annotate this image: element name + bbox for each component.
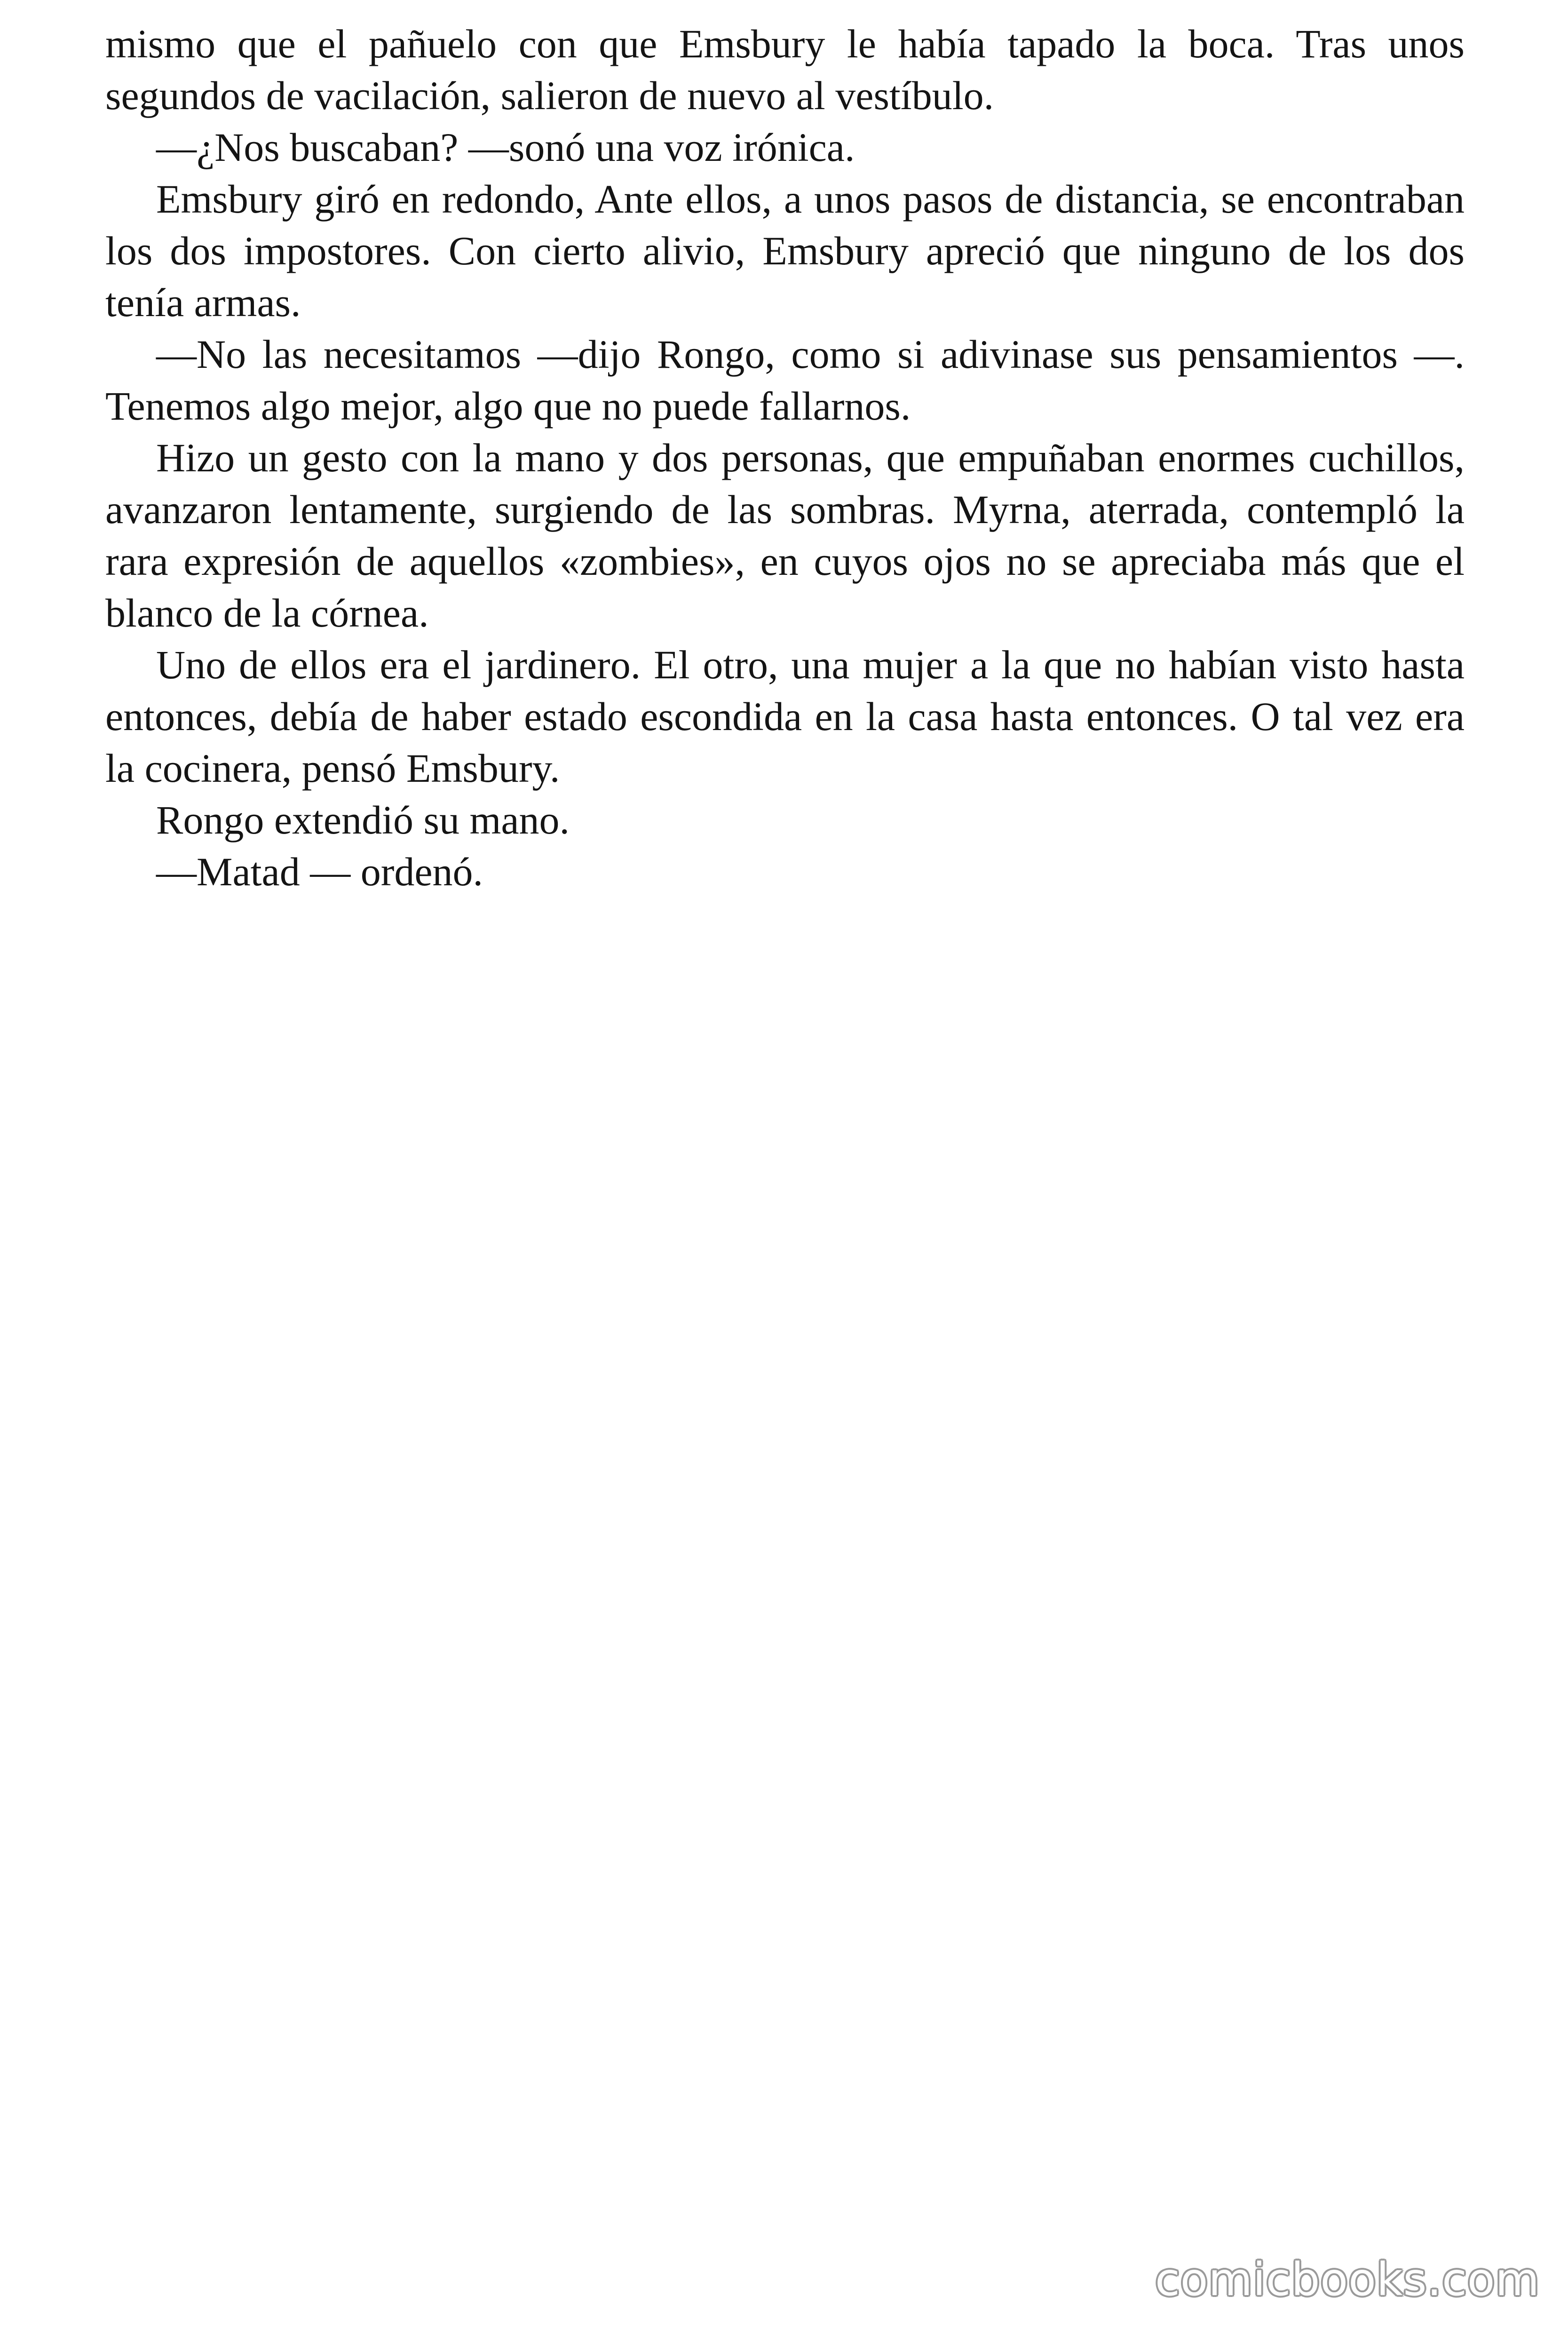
watermark-logo: comicbooks.com xyxy=(1155,2253,1540,2306)
paragraph-dialogue-question: —¿Nos buscaban? —sonó una voz irónica. xyxy=(156,125,855,170)
paragraph-gardener: Uno de ellos era el jardinero. El otro, una mujer a la que no habían visto hasta entonces, debía de haber estado escondida en la casa hasta entonces. O tal vez era la cocinera, pensó Emsbury. xyxy=(105,642,1465,791)
paragraph-rongo-hand: Rongo extendió su mano. xyxy=(156,797,570,842)
body-text xyxy=(105,18,1465,898)
paragraph-zombies: Hizo un gesto con la mano y dos personas, que empuñaban enormes cuchillos, avanzaron lentamente, surgiendo de las sombras. Myrna, aterrada, contempló la rara expresión de aquellos «zombies», en cuyos ojos no se apreciaba más que el blanco de la córnea. xyxy=(105,435,1465,636)
paragraph-order: —Matad — ordenó. xyxy=(156,849,483,894)
paragraph-impostors: Emsbury giró en redondo, Ante ellos, a unos pasos de distancia, se encontraban los dos impostores. Con cierto alivio, Emsbury apreció que ninguno de los dos tenía armas. xyxy=(105,176,1465,325)
paragraph-continuation: mismo que el pañuelo con que Emsbury le había tapado la boca. Tras unos segundos de vacilación, salieron de nuevo al vestíbulo. xyxy=(105,21,1465,118)
paragraph-rongo-dialogue: —No las necesitamos —dijo Rongo, como si adivinase sus pensamientos —. Tenemos algo mejor, algo que no puede fallarnos. xyxy=(105,332,1465,429)
